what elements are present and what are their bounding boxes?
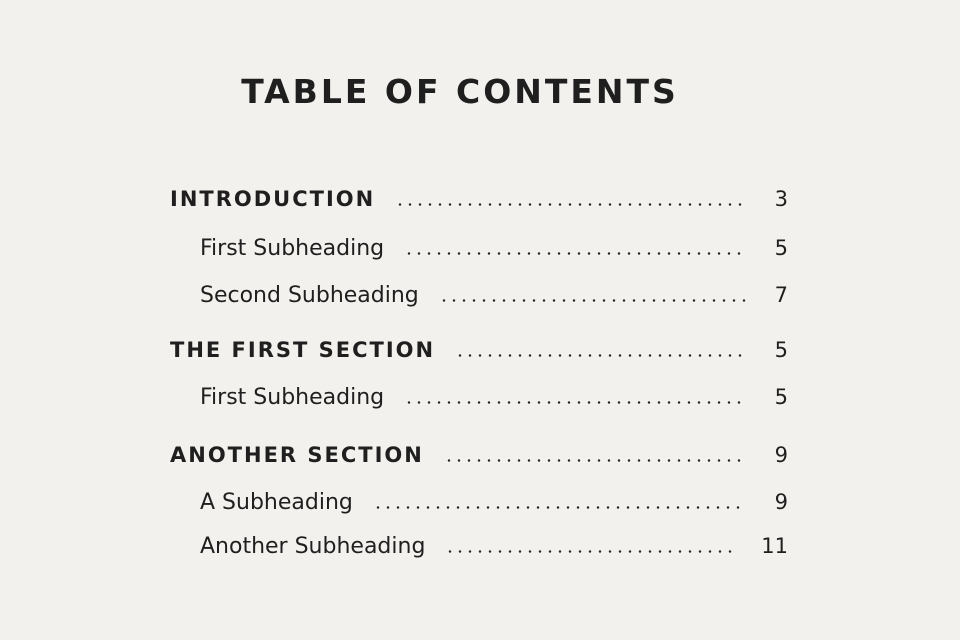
- toc-entry-another-section[interactable]: [170, 440, 788, 470]
- toc-entry-label: THE FIRST SECTION: [170, 338, 436, 362]
- dot-leader: [439, 299, 746, 302]
- toc-page-number: 5: [774, 236, 788, 260]
- dot-leader: [404, 252, 746, 255]
- toc-entry-label: Another Subheading: [200, 533, 426, 559]
- toc-entry-label: INTRODUCTION: [170, 187, 376, 211]
- dot-leader: [445, 550, 733, 553]
- toc-entry-the-first-section[interactable]: [170, 335, 788, 365]
- dot-leader: [455, 354, 746, 357]
- toc-entry-label: ANOTHER SECTION: [170, 443, 424, 467]
- toc-page-number: 3: [774, 187, 788, 211]
- toc-entry-second-subheading[interactable]: [200, 280, 788, 310]
- toc-page-number: 9: [774, 443, 788, 467]
- dot-leader: [395, 203, 746, 206]
- toc-entry-label: First Subheading: [200, 235, 385, 261]
- toc-entry-first-subheading[interactable]: [200, 233, 788, 263]
- page-title: TABLE OF CONTENTS: [241, 72, 679, 111]
- toc-page-number: 9: [774, 490, 788, 514]
- toc-entry-introduction[interactable]: [170, 184, 788, 214]
- toc-page-number: 5: [774, 338, 788, 362]
- toc-page-number: 7: [774, 283, 788, 307]
- dot-leader: [444, 459, 746, 462]
- toc-entry-a-subheading[interactable]: [200, 487, 788, 517]
- toc-entry-another-subheading[interactable]: [200, 531, 788, 561]
- dot-leader: [373, 506, 746, 509]
- toc-entry-label: Second Subheading: [200, 282, 419, 308]
- toc-entry-label: First Subheading: [200, 384, 385, 410]
- toc-entry-first-subheading-2[interactable]: [200, 382, 788, 412]
- toc-page-number: 11: [761, 534, 788, 558]
- toc-page-number: 5: [774, 385, 788, 409]
- dot-leader: [404, 401, 746, 404]
- toc-entry-label: A Subheading: [200, 489, 353, 515]
